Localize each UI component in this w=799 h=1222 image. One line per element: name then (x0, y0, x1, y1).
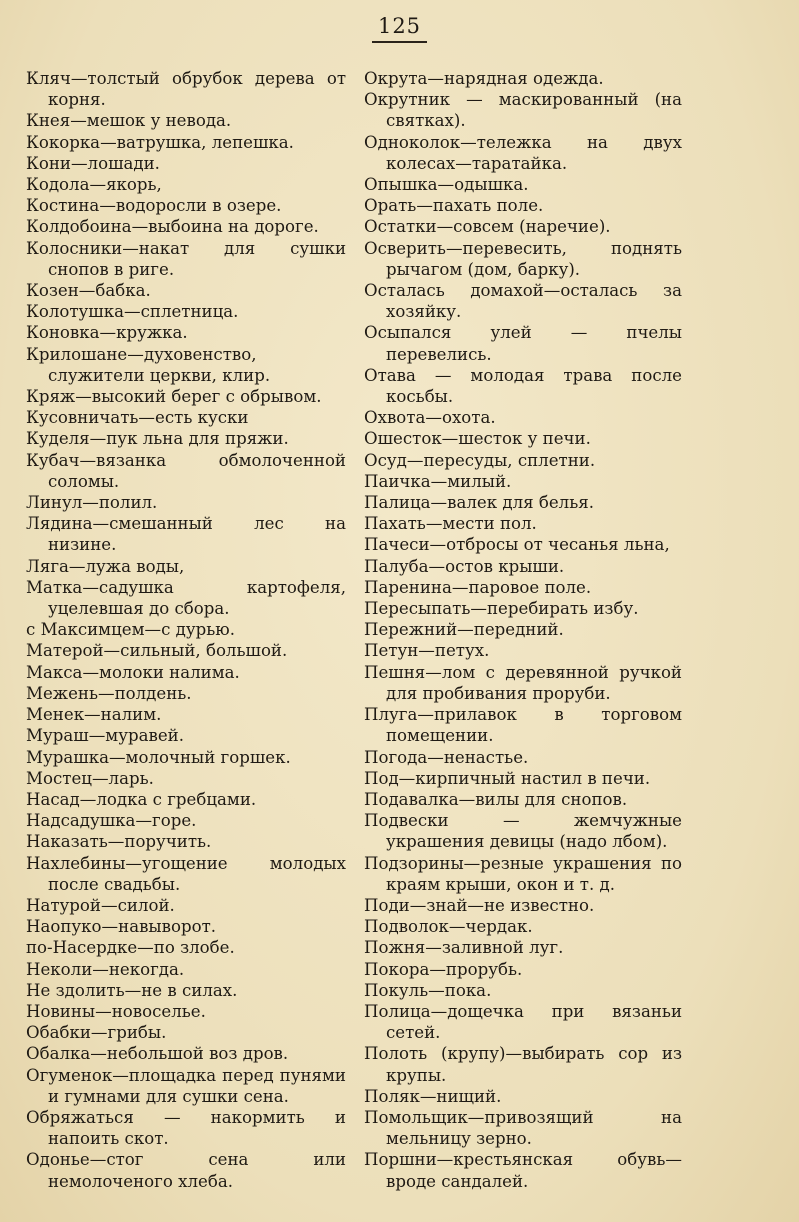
glossary-entry: Одонье—стог сена или немолоченого хлеба. (26, 1150, 346, 1191)
glossary-entry: Осталась домахой—осталась за хозяйку. (364, 281, 682, 322)
glossary-entry: Обряжаться — накормить и напоить скот. (26, 1107, 346, 1149)
glossary-entry: Подзорины—резные украшения по краям крыши, окон и т. д. (364, 853, 682, 894)
glossary-entry: Окрута—нарядная одежда. (364, 69, 604, 88)
glossary-entry: Кляч—толстый обрубок дерева от корня. (26, 69, 346, 110)
glossary-entry: Колдобоина—выбоина на дороге. (26, 217, 319, 237)
glossary-entry: Менек—налим. (26, 705, 162, 725)
glossary-entry: Новины—новоселье. (26, 1001, 206, 1021)
glossary-entry: Помольщик—привозящий на мельницу зерно. (364, 1107, 682, 1149)
glossary-entry: Обалка—небольшой воз дров. (26, 1044, 289, 1064)
glossary-entry: Наказать—поручить. (26, 832, 212, 852)
glossary-entry: Кодола—якорь, (26, 175, 162, 195)
glossary-entry: Линул—полил. (26, 493, 158, 513)
glossary-entry: Огуменок—площадка перед пунями и гумнами для сушки сена. (26, 1065, 346, 1106)
glossary-entry: Нахлебины—угощение молодых после свадьбы. (26, 853, 346, 894)
glossary-entry: Остатки—совсем (наречие). (364, 217, 611, 237)
glossary-entry: Лядина—смешанный лес на низине. (26, 514, 346, 555)
glossary-entry: Пешня—лом с деревянной ручкой для пробивания проруби. (364, 662, 682, 703)
glossary-entry: Палица—валек для белья. (364, 493, 594, 513)
glossary-entry: Крилошане—духовенство, служители церкви, клир. (26, 344, 271, 385)
glossary-entry: Полица—дощечка при вязаньи сетей. (364, 1001, 682, 1043)
glossary-entry: Паренина—паровое поле. (364, 577, 592, 597)
glossary-entry: Мостец—ларь. (26, 768, 154, 788)
glossary-entry: Подволок—чердак. (364, 917, 533, 937)
glossary-entry: по-Насердке—по злобе. (26, 938, 235, 958)
glossary-entry: Кряж—высокий берег с обрывом. (26, 387, 322, 407)
glossary-entry: Под—кирпичный настил в печи. (364, 768, 651, 788)
glossary-entry: с Максимцем—с дурью. (26, 620, 236, 640)
glossary-entry: Подавалка—вилы для снопов. (364, 789, 628, 809)
glossary-entry: Колотушка—сплетница. (26, 302, 239, 322)
glossary-entry: Поршни—крестьянская обувь—вроде сандалей. (364, 1150, 682, 1191)
glossary-entry: Пережний—передний. (364, 620, 564, 640)
glossary-entry: Поди—знай—не известно. (364, 895, 595, 915)
glossary-entry: Паичка—милый. (364, 471, 512, 491)
glossary-entry: Макса—молоки налима. (26, 662, 240, 682)
glossary-entry: Одноколок—тележка на двух колесах—таратайка. (364, 132, 682, 173)
glossary-entry: Кубач—вязанка обмолоченной соломы. (26, 450, 346, 491)
glossary-entry: Пересыпать—перебирать избу. (364, 599, 639, 619)
glossary-entry: Матка—садушка картофеля, уцелевшая до сбора. (26, 577, 346, 619)
glossary-entry: Наопуко—навыворот. (26, 917, 217, 937)
glossary-entry: Осуд—пересуды, сплетни. (364, 450, 596, 470)
glossary-entry: Пожня—заливной луг. (364, 938, 564, 958)
glossary-entry: Не здолить—не в силах. (26, 980, 238, 1000)
glossary-entry: Обабки—грибы. (26, 1023, 167, 1043)
glossary-entry: Ляга—лужа воды, (26, 556, 185, 576)
glossary-entry: Пачеси—отбросы от чесанья льна, (364, 535, 670, 555)
glossary-entry: Покуль—пока. (364, 980, 492, 1000)
glossary-entry: Кони—лошади. (26, 153, 160, 173)
glossary-entry: Натурой—силой. (26, 895, 175, 915)
glossary-entry: Матерой—сильный, большой. (26, 641, 288, 661)
glossary-entry: Кокорка—ватрушка, лепешка. (26, 132, 294, 152)
glossary-entry: Мурашка—молочный горшек. (26, 747, 291, 767)
glossary-entry: Опышка—одышка. (364, 175, 529, 195)
glossary-entry: Погода—ненастье. (364, 747, 529, 767)
glossary-entry: Палуба—остов крыши. (364, 556, 565, 576)
glossary-entry: Петун—петух. (364, 641, 490, 661)
glossary-entry: Кнея—мешок у невода. (26, 111, 232, 131)
glossary-entry: Окрутник — маскированный (на святках). (364, 90, 682, 131)
left-column (26, 68, 346, 1192)
glossary-entry: Орать—пахать поле. (364, 196, 544, 216)
glossary-entry: Отава — молодая трава после косьбы. (364, 365, 682, 407)
glossary-entry: Костина—водоросли в озере. (26, 196, 282, 216)
glossary-entry: Полоть (крупу)—выбирать сор из крупы. (364, 1044, 682, 1085)
glossary-entry: Кусовничать—есть куски (26, 408, 249, 428)
glossary-entry: Ошесток—шесток у печи. (364, 429, 591, 449)
glossary-entry: Поляк—нищий. (364, 1086, 502, 1106)
glossary-entry: Плуга—прилавок в торговом помещении. (364, 705, 682, 746)
page-number: 125 (0, 14, 799, 43)
glossary-entry: Козен—бабка. (26, 281, 151, 301)
glossary-entry: Куделя—пук льна для пряжи. (26, 429, 289, 449)
glossary-entry: Колосники—накат для сушки снопов в риге. (26, 238, 346, 279)
glossary-entry: Неколи—некогда. (26, 959, 185, 979)
glossary-entry: Осверить—перевесить, поднять рычагом (дом, барку). (364, 238, 682, 279)
glossary-entry: Покора—прорубь. (364, 959, 523, 979)
glossary-entry: Подвески — жемчужные украшения девицы (надо лбом). (364, 811, 682, 852)
glossary-entry: Мураш—муравей. (26, 726, 184, 746)
glossary-entry: Охвота—охота. (364, 408, 496, 428)
glossary-entry: Пахать—мести пол. (364, 514, 537, 534)
glossary-entry: Коновка—кружка. (26, 323, 188, 343)
right-column (364, 68, 682, 1192)
glossary-entry: Межень—полдень. (26, 683, 192, 703)
glossary-entry: Осыпался улей — пчелы перевелись. (364, 323, 682, 364)
glossary-entry: Насад—лодка с гребцами. (26, 789, 257, 809)
glossary-entry: Надсадушка—горе. (26, 811, 197, 831)
